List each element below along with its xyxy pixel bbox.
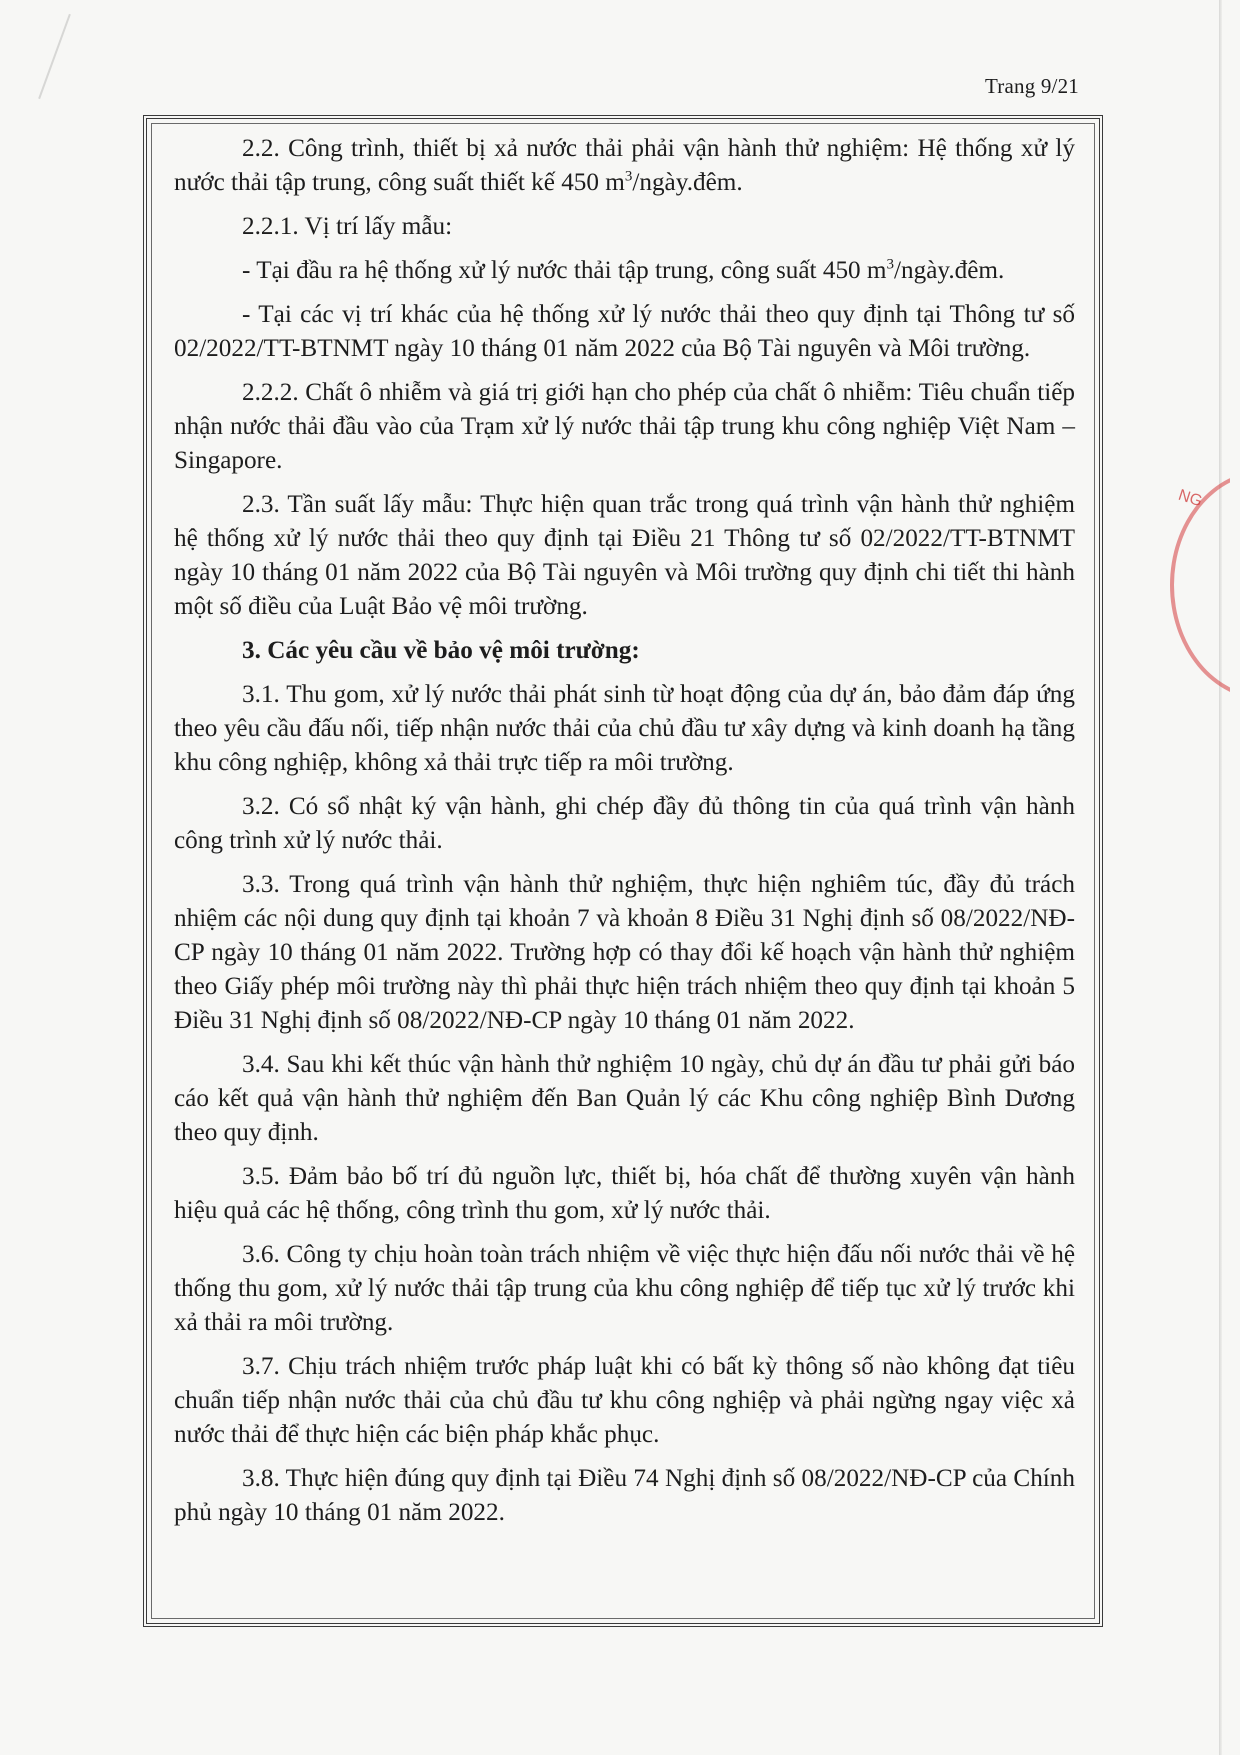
paragraph-3-5: 3.5. Đảm bảo bố trí đủ nguồn lực, thiết bị, hóa chất để thường xuyên vận hành hiệu quả các hệ thống, công trình thu gom, xử lý nước thải. bbox=[174, 1163, 1075, 1224]
paragraph-3-4: 3.4. Sau khi kết thúc vận hành thử nghiệm 10 ngày, chủ dự án đầu tư phải gửi báo cáo kết quả vận hành thử nghiệm đến Ban Quản lý các Khu công nghiệp Bình Dương theo quy định. bbox=[174, 1051, 1075, 1146]
section-heading-3: 3. Các yêu cầu về bảo vệ môi trường: bbox=[242, 637, 640, 664]
paragraph-2-2-1-b: - Tại các vị trí khác của hệ thống xử lý nước thải theo quy định tại Thông tư số 02/2022/TT-BTNMT ngày 10 tháng 01 năm 2022 của Bộ Tài nguyên và Môi trường. bbox=[174, 301, 1075, 362]
paragraph-3-2: 3.2. Có sổ nhật ký vận hành, ghi chép đầy đủ thông tin của quá trình vận hành công trình xử lý nước thải. bbox=[174, 793, 1075, 854]
document-frame bbox=[143, 115, 1103, 1627]
red-seal-stamp bbox=[1170, 470, 1230, 700]
page-edge bbox=[1219, 0, 1222, 1755]
page-number: Trang 9/21 bbox=[985, 74, 1079, 98]
seal-text: NG bbox=[1176, 486, 1205, 511]
paragraph-2-2-2: 2.2.2. Chất ô nhiễm và giá trị giới hạn cho phép của chất ô nhiễm: Tiêu chuẩn tiếp nhận nước thải đầu vào của Trạm xử lý nước thải tập trung khu công nghiệp Việt Nam – Singapore. bbox=[174, 379, 1075, 474]
paragraph-3-7: 3.7. Chịu trách nhiệm trước pháp luật khi có bất kỳ thông số nào không đạt tiêu chuẩn tiếp nhận nước thải của chủ đầu tư khu công nghiệp và phải ngừng ngay việc xả nước thải để thực hiện các biện pháp khắc phục. bbox=[174, 1353, 1075, 1448]
paragraph-3-8: 3.8. Thực hiện đúng quy định tại Điều 74 Nghị định số 08/2022/NĐ-CP của Chính phủ ngày 10 tháng 01 năm 2022. bbox=[174, 1465, 1075, 1526]
paragraph-3-6: 3.6. Công ty chịu hoàn toàn trách nhiệm về việc thực hiện đấu nối nước thải về hệ thống thu gom, xử lý nước thải tập trung của khu công nghiệp để tiếp tục xử lý trước khi xả thải ra môi trường. bbox=[174, 1241, 1075, 1336]
paragraph-2-2-1-a: - Tại đầu ra hệ thống xử lý nước thải tập trung, công suất 450 $m^3/ngày.đêm$. bbox=[242, 256, 1005, 284]
paragraph-2-3: 2.3. Tần suất lấy mẫu: Thực hiện quan trắc trong quá trình vận hành thử nghiệm hệ thống xử lý nước thải theo quy định tại Điều 21 Thông tư số 02/2022/TT-BTNMT ngày 10 tháng 01 năm 2022 của Bộ Tài nguyên và Môi trường quy định chi tiết thi hành một số điều của Luật Bảo vệ môi trường. bbox=[174, 491, 1075, 620]
paragraph-2-2: 2.2. Công trình, thiết bị xả nước thải phải vận hành thử nghiệm: Hệ thống xử lý nước thải tập trung, công suất thiết kế 450 $m^3/ngày.đêm$. bbox=[174, 135, 1075, 196]
paragraph-2-2-1: 2.2.1. Vị trí lấy mẫu: bbox=[242, 213, 453, 240]
paragraph-3-1: 3.1. Thu gom, xử lý nước thải phát sinh từ hoạt động của dự án, bảo đảm đáp ứng theo yêu cầu đấu nối, tiếp nhận nước thải của chủ đầu tư xây dựng và kinh doanh hạ tầng khu công nghiệp, không xả thải trực tiếp ra môi trường. bbox=[174, 681, 1075, 776]
scan-mark bbox=[38, 14, 118, 116]
paragraph-3-3: 3.3. Trong quá trình vận hành thử nghiệm, thực hiện nghiêm túc, đầy đủ trách nhiệm các nội dung quy định tại khoản 7 và khoản 8 Điều 31 Nghị định số 08/2022/NĐ-CP ngày 10 tháng 01 năm 2022. Trường hợp có thay đổi kế hoạch vận hành thử nghiệm theo Giấy phép môi trường này thì phải thực hiện trách nhiệm theo quy định tại khoản 5 Điều 31 Nghị định số 08/2022/NĐ-CP ngày 10 tháng 01 năm 2022. bbox=[174, 871, 1075, 1034]
